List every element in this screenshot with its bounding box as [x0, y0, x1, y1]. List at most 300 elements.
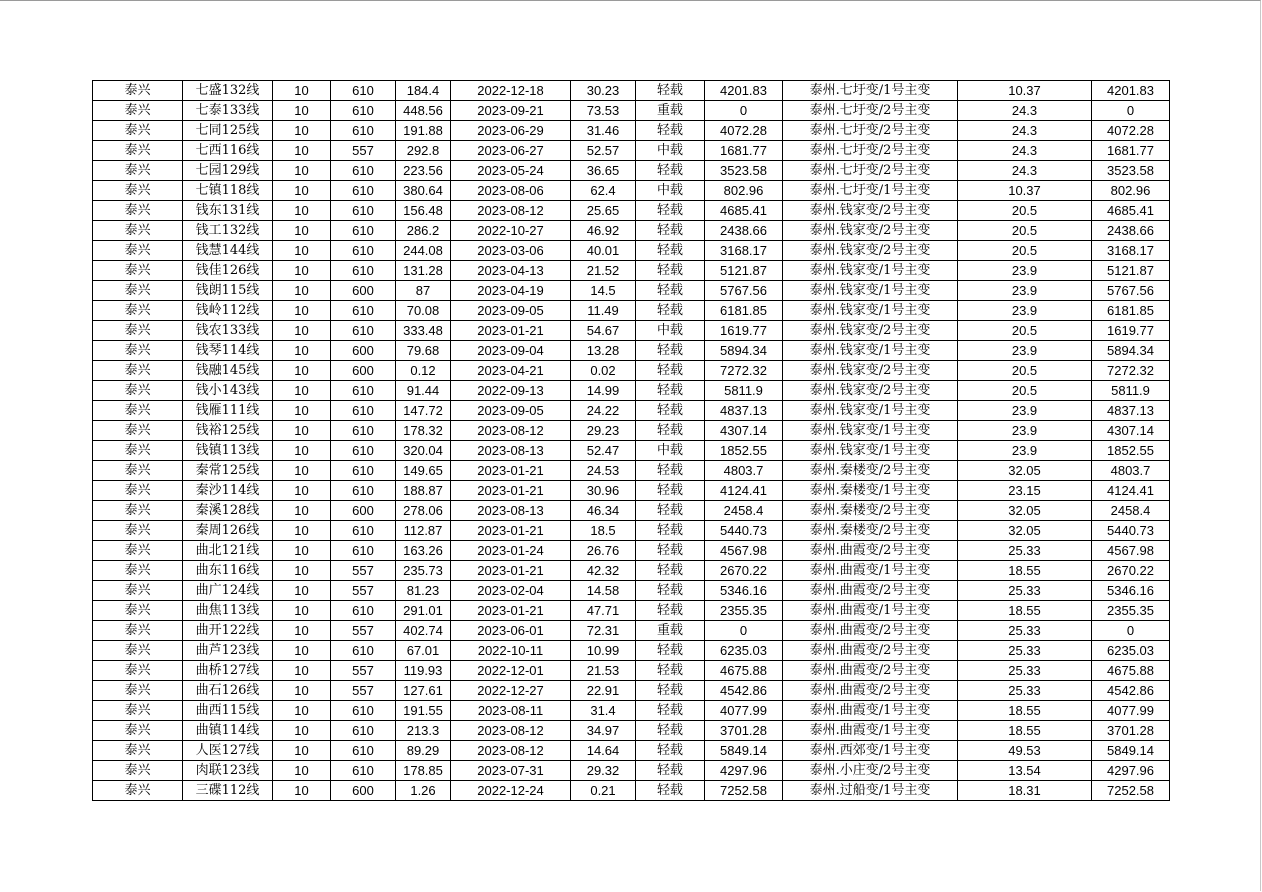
voltage-cell: 10 — [273, 661, 331, 681]
line-name-cell: 曲开122线 — [183, 621, 273, 641]
voltage-cell: 10 — [273, 361, 331, 381]
max-current-cell: 448.56 — [396, 101, 451, 121]
max-current-cell: 147.72 — [396, 401, 451, 421]
transformer-cell: 泰州.曲霞变/1号主变 — [783, 561, 958, 581]
load-status-cell: 中载 — [636, 321, 705, 341]
available-capacity-cell: 4297.96 — [705, 761, 783, 781]
region-cell: 泰兴 — [93, 641, 183, 661]
transformer-cell: 泰州.西郊变/1号主变 — [783, 741, 958, 761]
date-cell: 2023-03-06 — [451, 241, 571, 261]
rated-current-cell: 600 — [331, 501, 396, 521]
transformer-cell: 泰州.七圩变/2号主变 — [783, 141, 958, 161]
load-status-cell: 轻载 — [636, 221, 705, 241]
rated-current-cell: 610 — [331, 301, 396, 321]
line-name-cell: 七园129线 — [183, 161, 273, 181]
capacity-cell: 4685.41 — [1092, 201, 1170, 221]
max-current-cell: 320.04 — [396, 441, 451, 461]
rated-current-cell: 610 — [331, 541, 396, 561]
load-status-cell: 轻载 — [636, 241, 705, 261]
region-cell: 泰兴 — [93, 201, 183, 221]
date-cell: 2023-01-21 — [451, 601, 571, 621]
transformer-value-cell: 20.5 — [958, 381, 1092, 401]
voltage-cell: 10 — [273, 761, 331, 781]
table-row — [93, 761, 1170, 781]
region-cell: 泰兴 — [93, 661, 183, 681]
transformer-cell: 泰州.七圩变/1号主变 — [783, 181, 958, 201]
load-rate-cell: 36.65 — [571, 161, 636, 181]
capacity-cell: 2355.35 — [1092, 601, 1170, 621]
max-current-cell: 291.01 — [396, 601, 451, 621]
table-row — [93, 741, 1170, 761]
region-cell: 泰兴 — [93, 141, 183, 161]
feeder-load-table — [92, 80, 1170, 801]
region-cell: 泰兴 — [93, 441, 183, 461]
load-rate-cell: 21.53 — [571, 661, 636, 681]
capacity-cell: 6181.85 — [1092, 301, 1170, 321]
transformer-value-cell: 20.5 — [958, 321, 1092, 341]
rated-current-cell: 557 — [331, 141, 396, 161]
transformer-value-cell: 25.33 — [958, 581, 1092, 601]
voltage-cell: 10 — [273, 201, 331, 221]
date-cell: 2023-08-13 — [451, 441, 571, 461]
table-row — [93, 461, 1170, 481]
region-cell: 泰兴 — [93, 381, 183, 401]
voltage-cell: 10 — [273, 781, 331, 801]
rated-current-cell: 557 — [331, 621, 396, 641]
line-name-cell: 曲镇114线 — [183, 721, 273, 741]
load-rate-cell: 14.99 — [571, 381, 636, 401]
rated-current-cell: 610 — [331, 421, 396, 441]
capacity-cell: 4077.99 — [1092, 701, 1170, 721]
table-row — [93, 261, 1170, 281]
date-cell: 2023-01-21 — [451, 561, 571, 581]
table-row — [93, 161, 1170, 181]
table-row — [93, 241, 1170, 261]
available-capacity-cell: 2458.4 — [705, 501, 783, 521]
date-cell: 2023-08-12 — [451, 721, 571, 741]
transformer-value-cell: 24.3 — [958, 101, 1092, 121]
load-rate-cell: 11.49 — [571, 301, 636, 321]
table-row — [93, 361, 1170, 381]
voltage-cell: 10 — [273, 381, 331, 401]
date-cell: 2022-10-11 — [451, 641, 571, 661]
region-cell: 泰兴 — [93, 461, 183, 481]
load-status-cell: 轻载 — [636, 261, 705, 281]
transformer-cell: 泰州.钱家变/1号主变 — [783, 401, 958, 421]
available-capacity-cell: 2438.66 — [705, 221, 783, 241]
max-current-cell: 127.61 — [396, 681, 451, 701]
load-rate-cell: 29.23 — [571, 421, 636, 441]
date-cell: 2023-04-19 — [451, 281, 571, 301]
max-current-cell: 184.4 — [396, 81, 451, 101]
capacity-cell: 4837.13 — [1092, 401, 1170, 421]
available-capacity-cell: 5440.73 — [705, 521, 783, 541]
transformer-value-cell: 23.9 — [958, 341, 1092, 361]
date-cell: 2022-12-24 — [451, 781, 571, 801]
load-rate-cell: 30.96 — [571, 481, 636, 501]
max-current-cell: 188.87 — [396, 481, 451, 501]
max-current-cell: 178.32 — [396, 421, 451, 441]
transformer-value-cell: 18.55 — [958, 601, 1092, 621]
voltage-cell: 10 — [273, 621, 331, 641]
max-current-cell: 292.8 — [396, 141, 451, 161]
available-capacity-cell: 5346.16 — [705, 581, 783, 601]
capacity-cell: 5440.73 — [1092, 521, 1170, 541]
region-cell: 泰兴 — [93, 101, 183, 121]
load-rate-cell: 52.47 — [571, 441, 636, 461]
max-current-cell: 163.26 — [396, 541, 451, 561]
transformer-cell: 泰州.曲霞变/2号主变 — [783, 661, 958, 681]
load-status-cell: 轻载 — [636, 661, 705, 681]
load-rate-cell: 73.53 — [571, 101, 636, 121]
region-cell: 泰兴 — [93, 321, 183, 341]
transformer-cell: 泰州.七圩变/2号主变 — [783, 101, 958, 121]
capacity-cell: 5121.87 — [1092, 261, 1170, 281]
max-current-cell: 244.08 — [396, 241, 451, 261]
line-name-cell: 七西116线 — [183, 141, 273, 161]
transformer-cell: 泰州.钱家变/1号主变 — [783, 441, 958, 461]
max-current-cell: 70.08 — [396, 301, 451, 321]
load-rate-cell: 10.99 — [571, 641, 636, 661]
transformer-value-cell: 18.55 — [958, 701, 1092, 721]
transformer-value-cell: 20.5 — [958, 361, 1092, 381]
max-current-cell: 149.65 — [396, 461, 451, 481]
load-rate-cell: 46.92 — [571, 221, 636, 241]
table-row — [93, 121, 1170, 141]
max-current-cell: 278.06 — [396, 501, 451, 521]
region-cell: 泰兴 — [93, 541, 183, 561]
capacity-cell: 4201.83 — [1092, 81, 1170, 101]
region-cell: 泰兴 — [93, 161, 183, 181]
load-rate-cell: 24.22 — [571, 401, 636, 421]
date-cell: 2023-04-21 — [451, 361, 571, 381]
table-row — [93, 701, 1170, 721]
capacity-cell: 4542.86 — [1092, 681, 1170, 701]
max-current-cell: 91.44 — [396, 381, 451, 401]
table-body — [93, 81, 1170, 801]
line-name-cell: 秦常125线 — [183, 461, 273, 481]
voltage-cell: 10 — [273, 261, 331, 281]
region-cell: 泰兴 — [93, 81, 183, 101]
load-status-cell: 中载 — [636, 141, 705, 161]
date-cell: 2023-09-05 — [451, 401, 571, 421]
rated-current-cell: 610 — [331, 741, 396, 761]
load-rate-cell: 14.58 — [571, 581, 636, 601]
load-status-cell: 轻载 — [636, 341, 705, 361]
rated-current-cell: 610 — [331, 601, 396, 621]
transformer-cell: 泰州.钱家变/2号主变 — [783, 361, 958, 381]
available-capacity-cell: 4803.7 — [705, 461, 783, 481]
table-row — [93, 781, 1170, 801]
rated-current-cell: 557 — [331, 661, 396, 681]
available-capacity-cell: 1852.55 — [705, 441, 783, 461]
available-capacity-cell: 1681.77 — [705, 141, 783, 161]
transformer-value-cell: 23.9 — [958, 441, 1092, 461]
voltage-cell: 10 — [273, 501, 331, 521]
line-name-cell: 钱农133线 — [183, 321, 273, 341]
transformer-value-cell: 25.33 — [958, 641, 1092, 661]
region-cell: 泰兴 — [93, 181, 183, 201]
voltage-cell: 10 — [273, 601, 331, 621]
load-status-cell: 轻载 — [636, 601, 705, 621]
voltage-cell: 10 — [273, 281, 331, 301]
transformer-cell: 泰州.七圩变/1号主变 — [783, 81, 958, 101]
capacity-cell: 3701.28 — [1092, 721, 1170, 741]
available-capacity-cell: 5894.34 — [705, 341, 783, 361]
transformer-cell: 泰州.秦楼变/2号主变 — [783, 521, 958, 541]
line-name-cell: 曲西115线 — [183, 701, 273, 721]
rated-current-cell: 610 — [331, 241, 396, 261]
load-rate-cell: 13.28 — [571, 341, 636, 361]
available-capacity-cell: 4201.83 — [705, 81, 783, 101]
voltage-cell: 10 — [273, 521, 331, 541]
max-current-cell: 380.64 — [396, 181, 451, 201]
max-current-cell: 402.74 — [396, 621, 451, 641]
available-capacity-cell: 3168.17 — [705, 241, 783, 261]
table-row — [93, 541, 1170, 561]
date-cell: 2023-06-01 — [451, 621, 571, 641]
region-cell: 泰兴 — [93, 421, 183, 441]
transformer-value-cell: 23.9 — [958, 281, 1092, 301]
transformer-value-cell: 20.5 — [958, 241, 1092, 261]
voltage-cell: 10 — [273, 221, 331, 241]
table-row — [93, 441, 1170, 461]
date-cell: 2022-09-13 — [451, 381, 571, 401]
table-row — [93, 101, 1170, 121]
available-capacity-cell: 7272.32 — [705, 361, 783, 381]
transformer-value-cell: 49.53 — [958, 741, 1092, 761]
available-capacity-cell: 4077.99 — [705, 701, 783, 721]
load-rate-cell: 31.46 — [571, 121, 636, 141]
load-rate-cell: 0.21 — [571, 781, 636, 801]
voltage-cell: 10 — [273, 121, 331, 141]
transformer-value-cell: 23.9 — [958, 401, 1092, 421]
transformer-value-cell: 25.33 — [958, 621, 1092, 641]
load-rate-cell: 18.5 — [571, 521, 636, 541]
max-current-cell: 87 — [396, 281, 451, 301]
max-current-cell: 286.2 — [396, 221, 451, 241]
transformer-cell: 泰州.钱家变/2号主变 — [783, 221, 958, 241]
transformer-value-cell: 25.33 — [958, 681, 1092, 701]
rated-current-cell: 557 — [331, 581, 396, 601]
voltage-cell: 10 — [273, 481, 331, 501]
load-rate-cell: 30.23 — [571, 81, 636, 101]
max-current-cell: 112.87 — [396, 521, 451, 541]
voltage-cell: 10 — [273, 241, 331, 261]
rated-current-cell: 600 — [331, 781, 396, 801]
load-rate-cell: 25.65 — [571, 201, 636, 221]
load-rate-cell: 22.91 — [571, 681, 636, 701]
available-capacity-cell: 5767.56 — [705, 281, 783, 301]
rated-current-cell: 610 — [331, 101, 396, 121]
transformer-cell: 泰州.钱家变/1号主变 — [783, 341, 958, 361]
available-capacity-cell: 6181.85 — [705, 301, 783, 321]
table-row — [93, 661, 1170, 681]
load-status-cell: 轻载 — [636, 721, 705, 741]
line-name-cell: 曲桥127线 — [183, 661, 273, 681]
voltage-cell: 10 — [273, 641, 331, 661]
load-rate-cell: 72.31 — [571, 621, 636, 641]
date-cell: 2023-08-13 — [451, 501, 571, 521]
load-status-cell: 轻载 — [636, 481, 705, 501]
load-status-cell: 轻载 — [636, 701, 705, 721]
rated-current-cell: 610 — [331, 401, 396, 421]
transformer-value-cell: 24.3 — [958, 121, 1092, 141]
table-row — [93, 141, 1170, 161]
date-cell: 2023-01-21 — [451, 321, 571, 341]
rated-current-cell: 610 — [331, 641, 396, 661]
capacity-cell: 5767.56 — [1092, 281, 1170, 301]
transformer-value-cell: 20.5 — [958, 201, 1092, 221]
rated-current-cell: 610 — [331, 161, 396, 181]
max-current-cell: 131.28 — [396, 261, 451, 281]
load-rate-cell: 14.64 — [571, 741, 636, 761]
capacity-cell: 5811.9 — [1092, 381, 1170, 401]
load-status-cell: 轻载 — [636, 641, 705, 661]
line-name-cell: 钱小143线 — [183, 381, 273, 401]
table-row — [93, 321, 1170, 341]
table-row — [93, 581, 1170, 601]
load-status-cell: 轻载 — [636, 521, 705, 541]
transformer-value-cell: 23.9 — [958, 301, 1092, 321]
date-cell: 2023-09-04 — [451, 341, 571, 361]
line-name-cell: 三碟112线 — [183, 781, 273, 801]
transformer-value-cell: 32.05 — [958, 501, 1092, 521]
rated-current-cell: 610 — [331, 81, 396, 101]
rated-current-cell: 610 — [331, 201, 396, 221]
rated-current-cell: 610 — [331, 761, 396, 781]
region-cell: 泰兴 — [93, 761, 183, 781]
load-rate-cell: 24.53 — [571, 461, 636, 481]
table-row — [93, 481, 1170, 501]
load-status-cell: 重载 — [636, 621, 705, 641]
max-current-cell: 67.01 — [396, 641, 451, 661]
line-name-cell: 曲焦113线 — [183, 601, 273, 621]
rated-current-cell: 600 — [331, 341, 396, 361]
capacity-cell: 4072.28 — [1092, 121, 1170, 141]
available-capacity-cell: 2355.35 — [705, 601, 783, 621]
rated-current-cell: 610 — [331, 721, 396, 741]
load-rate-cell: 46.34 — [571, 501, 636, 521]
load-status-cell: 轻载 — [636, 361, 705, 381]
region-cell: 泰兴 — [93, 581, 183, 601]
load-rate-cell: 31.4 — [571, 701, 636, 721]
voltage-cell: 10 — [273, 581, 331, 601]
rated-current-cell: 610 — [331, 121, 396, 141]
available-capacity-cell: 802.96 — [705, 181, 783, 201]
load-rate-cell: 40.01 — [571, 241, 636, 261]
table-row — [93, 181, 1170, 201]
capacity-cell: 2670.22 — [1092, 561, 1170, 581]
date-cell: 2023-08-11 — [451, 701, 571, 721]
load-status-cell: 轻载 — [636, 581, 705, 601]
rated-current-cell: 557 — [331, 561, 396, 581]
load-rate-cell: 47.71 — [571, 601, 636, 621]
capacity-cell: 1681.77 — [1092, 141, 1170, 161]
region-cell: 泰兴 — [93, 361, 183, 381]
load-status-cell: 轻载 — [636, 401, 705, 421]
transformer-cell: 泰州.钱家变/2号主变 — [783, 241, 958, 261]
capacity-cell: 0 — [1092, 621, 1170, 641]
table-row — [93, 341, 1170, 361]
table-row — [93, 561, 1170, 581]
load-status-cell: 轻载 — [636, 741, 705, 761]
load-status-cell: 轻载 — [636, 561, 705, 581]
rated-current-cell: 610 — [331, 521, 396, 541]
available-capacity-cell: 4542.86 — [705, 681, 783, 701]
load-status-cell: 中载 — [636, 441, 705, 461]
available-capacity-cell: 5811.9 — [705, 381, 783, 401]
date-cell: 2022-10-27 — [451, 221, 571, 241]
voltage-cell: 10 — [273, 321, 331, 341]
transformer-value-cell: 18.55 — [958, 561, 1092, 581]
table-row — [93, 601, 1170, 621]
table-row — [93, 381, 1170, 401]
available-capacity-cell: 4124.41 — [705, 481, 783, 501]
line-name-cell: 七镇118线 — [183, 181, 273, 201]
date-cell: 2023-08-12 — [451, 421, 571, 441]
line-name-cell: 七盛132线 — [183, 81, 273, 101]
rated-current-cell: 610 — [331, 321, 396, 341]
load-status-cell: 轻载 — [636, 461, 705, 481]
date-cell: 2023-07-31 — [451, 761, 571, 781]
transformer-cell: 泰州.曲霞变/2号主变 — [783, 641, 958, 661]
table-row — [93, 201, 1170, 221]
table-row — [93, 221, 1170, 241]
line-name-cell: 钱雁111线 — [183, 401, 273, 421]
voltage-cell: 10 — [273, 141, 331, 161]
date-cell: 2023-01-24 — [451, 541, 571, 561]
table-row — [93, 81, 1170, 101]
region-cell: 泰兴 — [93, 281, 183, 301]
capacity-cell: 5849.14 — [1092, 741, 1170, 761]
load-status-cell: 轻载 — [636, 301, 705, 321]
load-rate-cell: 26.76 — [571, 541, 636, 561]
table-row — [93, 421, 1170, 441]
load-status-cell: 轻载 — [636, 761, 705, 781]
voltage-cell: 10 — [273, 541, 331, 561]
transformer-value-cell: 24.3 — [958, 161, 1092, 181]
capacity-cell: 4675.88 — [1092, 661, 1170, 681]
transformer-cell: 泰州.曲霞变/1号主变 — [783, 701, 958, 721]
line-name-cell: 秦沙114线 — [183, 481, 273, 501]
line-name-cell: 曲北121线 — [183, 541, 273, 561]
date-cell: 2023-08-12 — [451, 741, 571, 761]
voltage-cell: 10 — [273, 721, 331, 741]
region-cell: 泰兴 — [93, 601, 183, 621]
max-current-cell: 333.48 — [396, 321, 451, 341]
date-cell: 2023-06-29 — [451, 121, 571, 141]
voltage-cell: 10 — [273, 561, 331, 581]
available-capacity-cell: 0 — [705, 101, 783, 121]
load-status-cell: 重载 — [636, 101, 705, 121]
transformer-value-cell: 32.05 — [958, 461, 1092, 481]
transformer-value-cell: 23.9 — [958, 261, 1092, 281]
region-cell: 泰兴 — [93, 701, 183, 721]
date-cell: 2023-02-04 — [451, 581, 571, 601]
region-cell: 泰兴 — [93, 221, 183, 241]
capacity-cell: 4307.14 — [1092, 421, 1170, 441]
voltage-cell: 10 — [273, 421, 331, 441]
transformer-cell: 泰州.秦楼变/2号主变 — [783, 461, 958, 481]
region-cell: 泰兴 — [93, 621, 183, 641]
load-status-cell: 轻载 — [636, 201, 705, 221]
line-name-cell: 钱佳126线 — [183, 261, 273, 281]
transformer-value-cell: 20.5 — [958, 221, 1092, 241]
date-cell: 2023-06-27 — [451, 141, 571, 161]
transformer-cell: 泰州.过船变/1号主变 — [783, 781, 958, 801]
load-status-cell: 轻载 — [636, 121, 705, 141]
